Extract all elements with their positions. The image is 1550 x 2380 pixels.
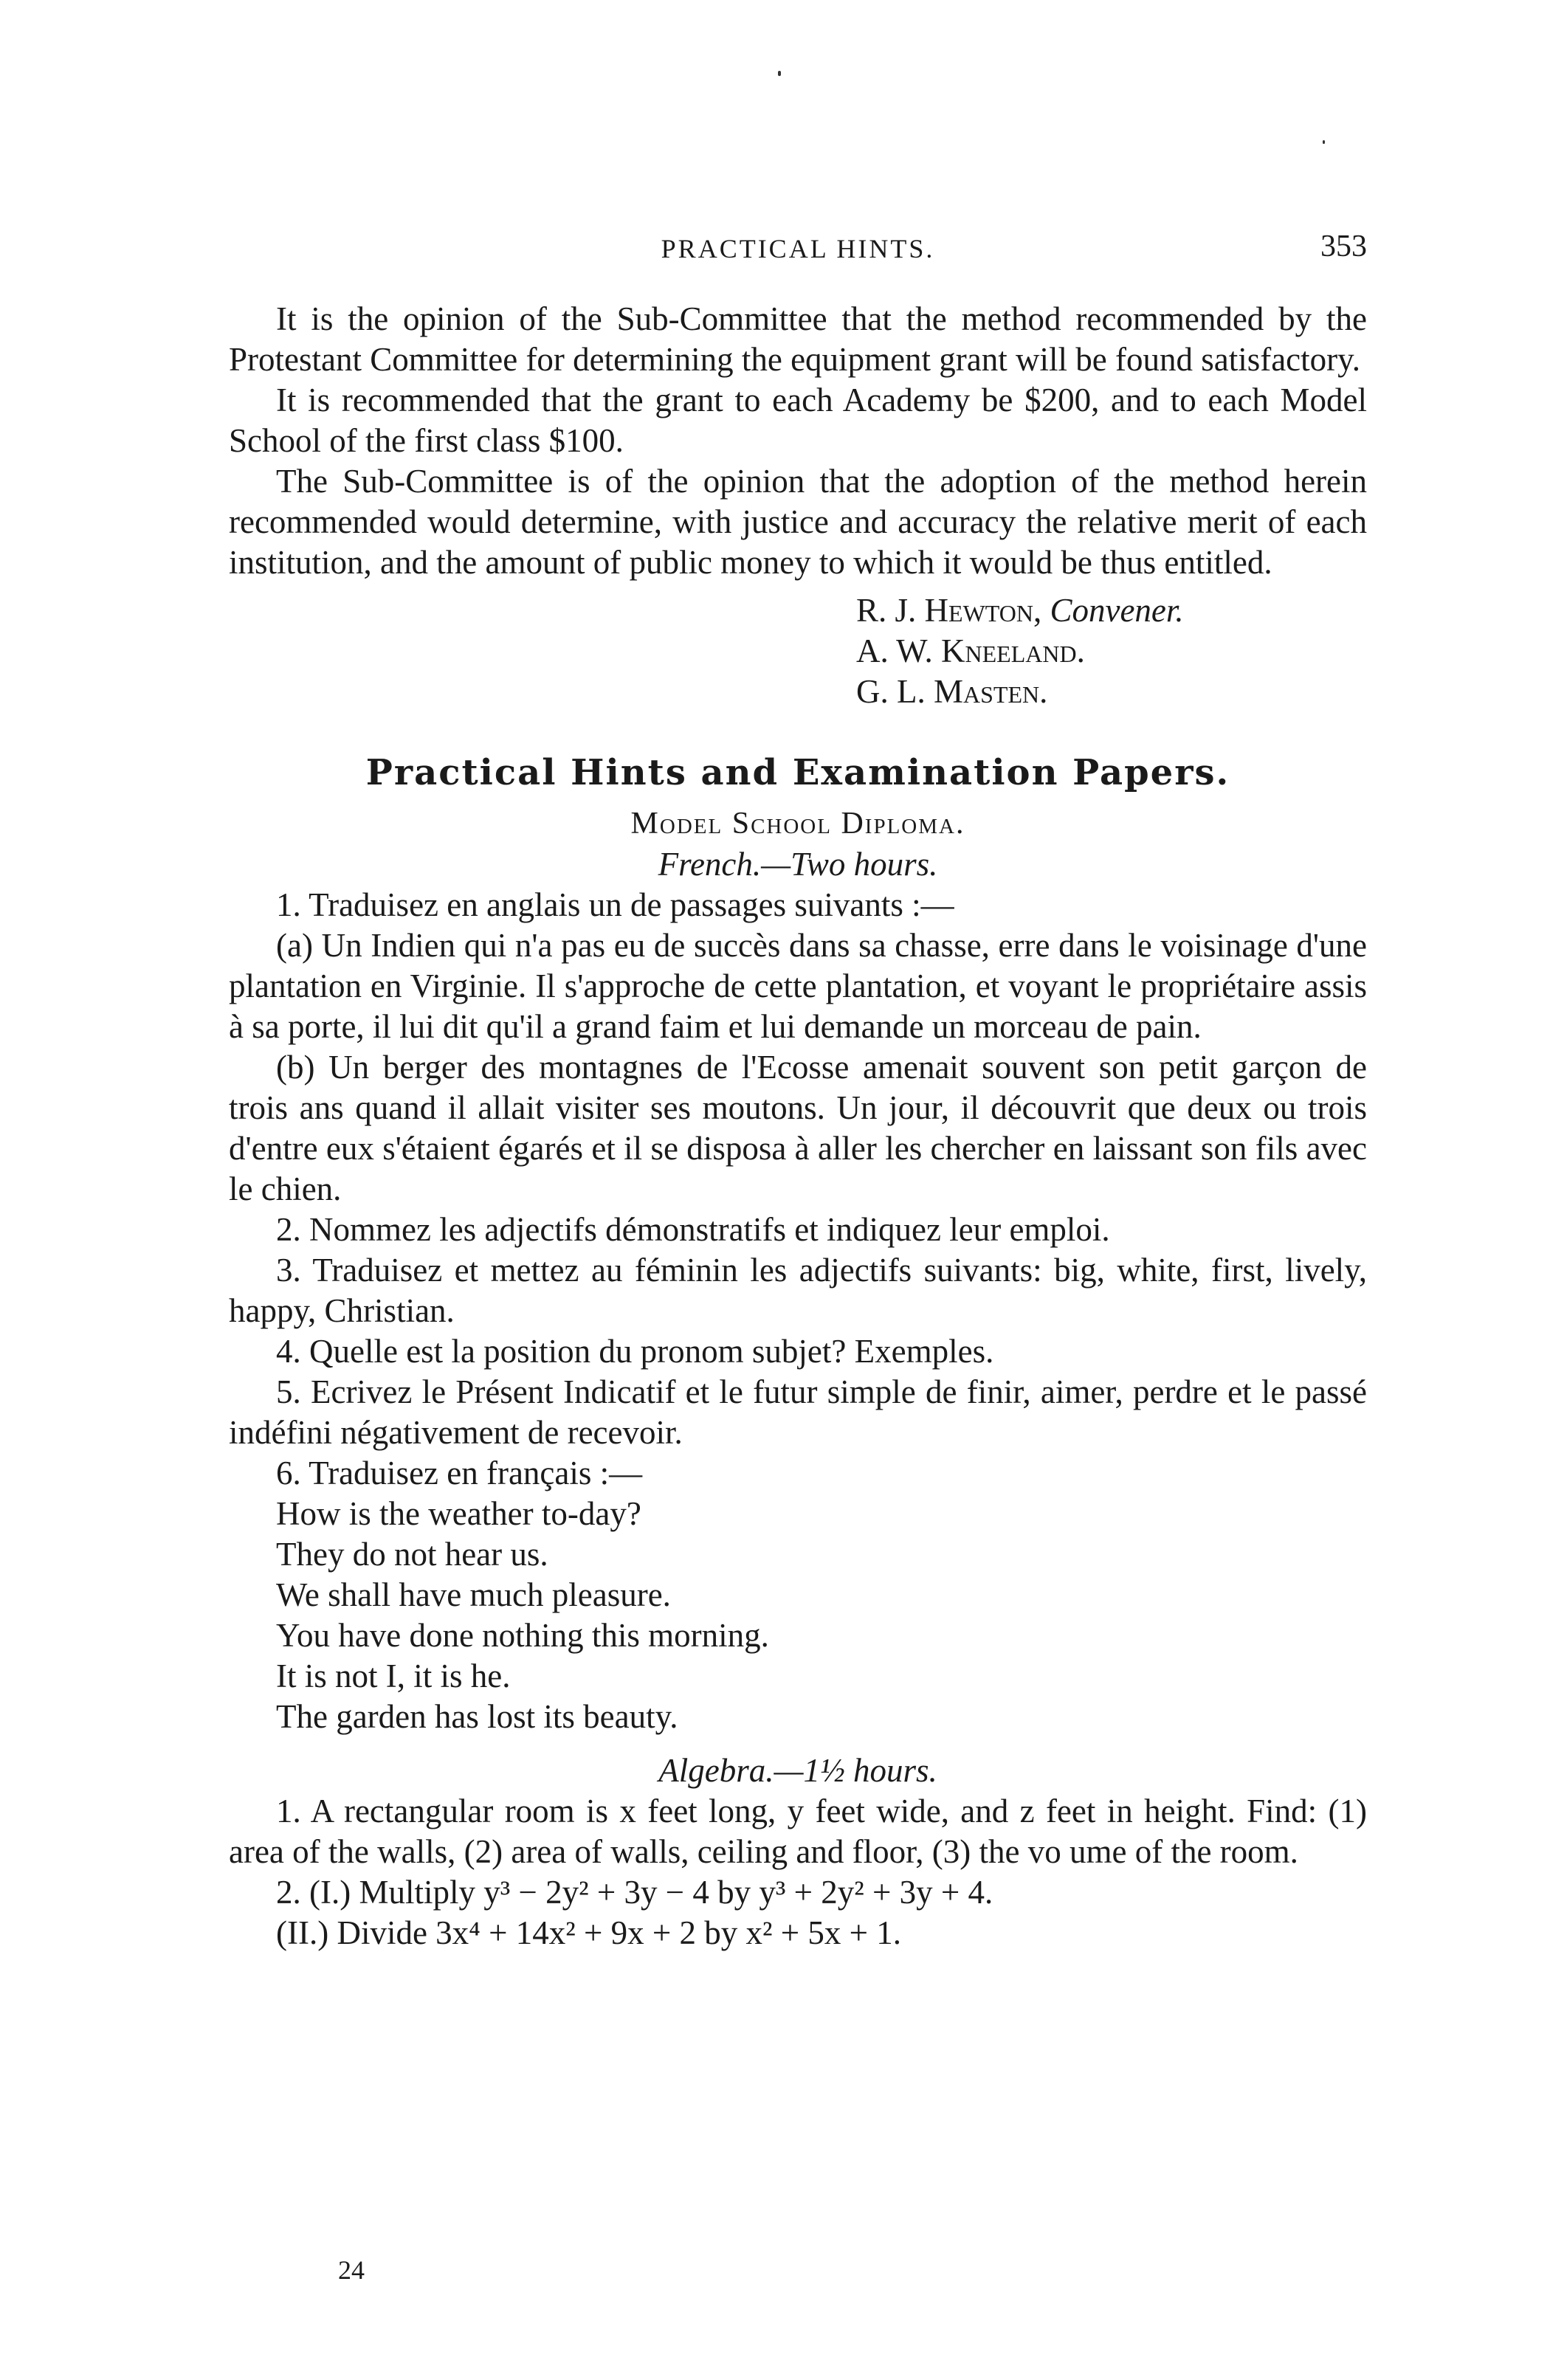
signatory-title: Convener.	[1050, 592, 1184, 629]
french-question: (b) Un berger des montagnes de l'Ecosse amenait souvent son petit garçon de trois ans quand il allait visiter ses moutons. Un jour, il découvrit que deux ou trois d'entre eux s'étaient égarés et il se disposa à aller les chercher en laissant son fils avec le chien.	[229, 1049, 1367, 1207]
french-sentence: How is the weather to-day?	[276, 1495, 641, 1532]
page-number: 353	[1320, 230, 1367, 263]
algebra-question: (II.) Divide 3x⁴ + 14x² + 9x + 2 by x² + 5x + 1.	[276, 1914, 901, 1951]
print-speck	[1323, 140, 1325, 144]
signatory	[856, 631, 1367, 672]
algebra-question: 2. (I.) Multiply y³ − 2y² + 3y − 4 by y³ + 2y² + 3y + 4.	[276, 1874, 993, 1911]
signatory-name: G. L. Masten.	[856, 673, 1048, 710]
signatory-name: R. J. Hewton,	[856, 592, 1042, 629]
french-question: 4. Quelle est la position du pronom subjet? Exemples.	[276, 1333, 994, 1370]
french-question: 1. Traduisez en anglais un de passages suivants :—	[276, 886, 954, 923]
report-paragraph: The Sub-Committee is of the opinion that the adoption of the method herein recommended would determine, with justice and accuracy the relative merit of each institution, and the amount of public money to which it would be thus entitled.	[229, 463, 1367, 581]
algebra-heading: Algebra.—1½ hours.	[658, 1752, 937, 1789]
spacer	[229, 1737, 1367, 1750]
french-sentence: You have done nothing this morning.	[276, 1617, 769, 1654]
running-title: PRACTICAL HINTS.	[661, 234, 935, 263]
french-sentence: The garden has lost its beauty.	[276, 1698, 678, 1735]
signature-mark: 24	[338, 2255, 365, 2285]
signature-block	[856, 590, 1367, 712]
french-sentence: They do not hear us.	[276, 1536, 548, 1573]
section-subheading: Model School Diploma.	[630, 807, 965, 841]
french-heading: French.—Two hours.	[658, 846, 938, 883]
running-head	[229, 227, 1367, 272]
section-heading: Practical Hints and Examination Papers.	[365, 752, 1230, 793]
signatory	[856, 590, 1367, 631]
report-paragraph: It is recommended that the grant to each Academy be $200, and to each Model School of the first class $100.	[229, 382, 1367, 459]
french-question: 6. Traduisez en français :—	[276, 1455, 643, 1491]
french-sentence: It is not I, it is he.	[276, 1658, 511, 1694]
french-question: (a) Un Indien qui n'a pas eu de succès dans sa chasse, erre dans le voisinage d'une plantation en Virginie. Il s'approche de cette plantation, et voyant le propriétaire assis à sa porte, il lui dit qu'il a grand faim et lui demande un morceau de pain.	[229, 927, 1367, 1045]
body-text	[229, 299, 1367, 1953]
signatory	[856, 672, 1367, 712]
report-paragraph: It is the opinion of the Sub-Committee that the method recommended by the Protestant Committee for determining the equipment grant will be found satisfactory.	[229, 300, 1367, 378]
signatory-name: A. W. Kneeland.	[856, 632, 1085, 669]
french-question: 5. Ecrivez le Présent Indicatif et le futur simple de finir, aimer, perdre et le passé indéfini négativement de recevoir.	[229, 1373, 1367, 1451]
print-speck	[778, 71, 781, 76]
french-question: 3. Traduisez et mettez au féminin les adjectifs suivants: big, white, first, lively, happy, Christian.	[229, 1252, 1367, 1329]
french-question: 2. Nommez les adjectifs démonstratifs et indiquez leur emploi.	[276, 1211, 1110, 1248]
algebra-question: 1. A rectangular room is x feet long, y feet wide, and z feet in height. Find: (1) area of the walls, (2) area of walls, ceiling and floor, (3) the vo ume of the room.	[229, 1793, 1367, 1870]
french-sentence: We shall have much pleasure.	[276, 1576, 671, 1613]
